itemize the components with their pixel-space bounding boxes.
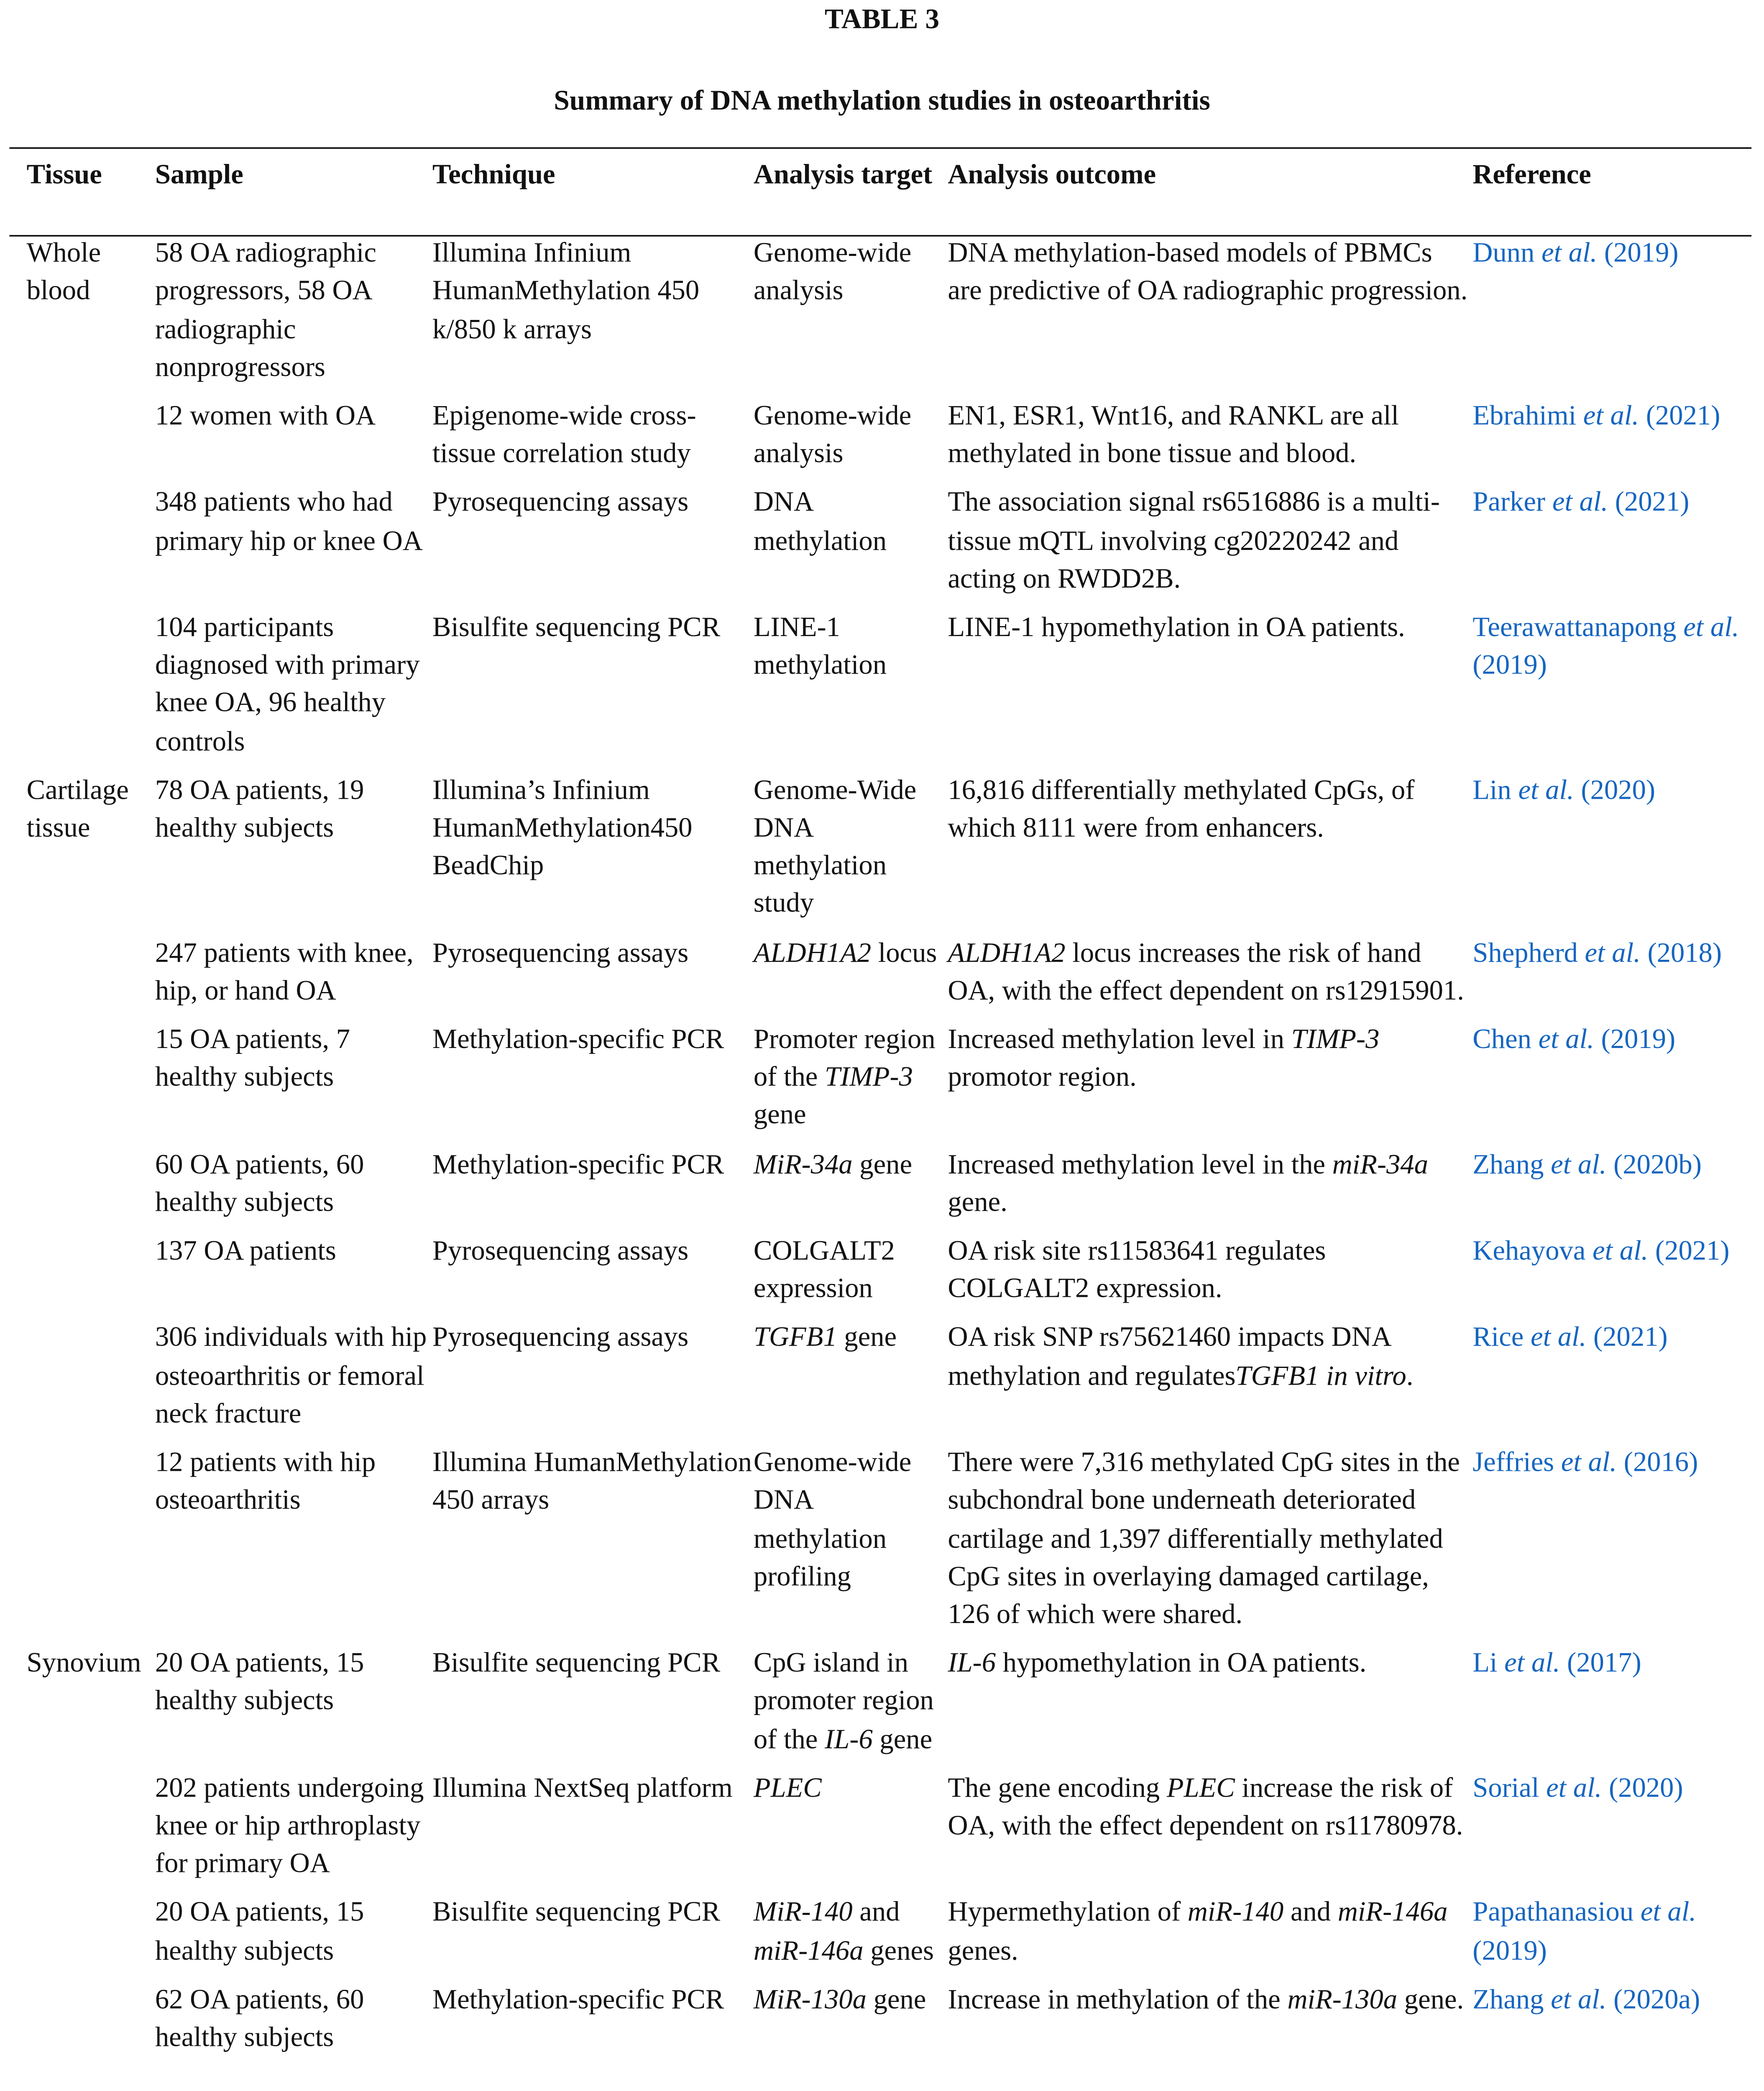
ref-etal: et al. [1538,1023,1594,1055]
cell-reference[interactable] [1473,1437,1751,1637]
cell-tissue: Cartilage tissue [26,773,129,843]
cell-tissue [9,390,155,477]
ref-etal: et al. [1592,1235,1649,1266]
ref-year: (2017) [1567,1646,1641,1678]
header-row [9,149,1751,228]
ref-year: (2019) [1601,1023,1676,1055]
cell-reference[interactable] [1473,1138,1751,1225]
cell-reference[interactable] [1473,390,1751,477]
cell-outcome: Increased methylation level in the miR-34a gene. [948,1148,1429,1217]
cell-reference[interactable] [1473,1637,1751,1762]
cell-tissue [9,602,155,764]
cell-tissue [9,1887,155,1973]
header-analysis-target: Analysis target [753,158,933,190]
ref-author: Kehayova [1473,1235,1586,1266]
cell-reference[interactable] [1473,1312,1751,1437]
cell-target: MiR-34a gene [753,1148,913,1179]
ref-etal: et al. [1583,399,1639,431]
cell-tissue: Synovium [26,1646,141,1678]
ref-etal: et al. [1551,1148,1607,1179]
cell-reference[interactable] [1473,1887,1751,1973]
cell-reference[interactable] [1473,602,1751,764]
table-row [9,1225,1751,1312]
table-row [9,1312,1751,1437]
table-row [9,764,1751,927]
table-row [9,1762,1751,1887]
table-row [9,1637,1751,1762]
ref-year: (2021) [1615,486,1690,518]
ref-year: (2021) [1646,399,1721,431]
ref-author: Teerawattanapong [1473,611,1677,642]
header-sample: Sample [155,158,243,190]
table-row [9,1973,1751,2060]
table-row [9,1014,1751,1138]
cell-sample: 60 OA patients, 60 healthy subjects [155,1148,364,1217]
cell-sample: 58 OA radiographic progressors, 58 OA radiographic nonprogressors [155,237,376,382]
cell-reference[interactable] [1473,1225,1751,1312]
table-row [9,1138,1751,1225]
cell-sample: 202 patients undergoing knee or hip arthroplasty for primary OA [155,1771,424,1879]
cell-sample: 62 OA patients, 60 healthy subjects [155,1983,364,2053]
cell-target: ALDH1A2 locus [753,936,937,968]
ref-author: Shepherd [1473,936,1578,968]
cell-technique: Methylation-specific PCR [432,1023,724,1055]
ref-etal: et al. [1585,936,1641,968]
cell-sample: 12 patients with hip osteoarthritis [155,1446,376,1516]
cell-technique: Methylation-specific PCR [432,1148,724,1179]
cell-outcome: OA risk site rs11583641 regulates COLGALT2 expression. [948,1235,1326,1304]
cell-sample: 137 OA patients [155,1235,336,1266]
ref-etal: et al. [1551,1983,1607,2014]
table-row [9,228,1751,390]
header-tissue: Tissue [26,158,102,190]
ref-author: Sorial [1473,1771,1539,1803]
cell-reference[interactable] [1473,477,1751,601]
ref-author: Jeffries [1473,1446,1554,1478]
cell-tissue [9,1014,155,1138]
cell-tissue [9,1437,155,1637]
cell-outcome: LINE-1 hypomethylation in OA patients. [948,611,1405,642]
table-label: TABLE 3 [824,3,940,35]
cell-target: MiR-130a gene [753,1983,926,2014]
ref-year: (2016) [1623,1446,1698,1478]
cell-tissue: Whole blood [26,237,101,306]
ref-etal: et al. [1561,1446,1617,1478]
ref-author: Zhang [1473,1983,1544,2014]
cell-target: Promoter region of the TIMP-3 gene [753,1023,936,1130]
ref-year: (2019) [1604,237,1679,268]
cell-reference[interactable] [1473,1014,1751,1138]
ref-year: (2018) [1647,936,1722,968]
ref-etal: et al. [1518,773,1574,805]
ref-year: (2020b) [1613,1148,1702,1179]
ref-year: (2019) [1473,649,1547,680]
cell-technique: Pyrosequencing assays [432,1235,689,1266]
ref-author: Chen [1473,1023,1531,1055]
cell-sample: 78 OA patients, 19 healthy subjects [155,773,364,843]
cell-sample: 15 OA patients, 7 healthy subjects [155,1023,350,1092]
table-row [9,927,1751,1014]
table-caption: Summary of DNA methylation studies in osteoarthritis [554,84,1210,116]
cell-outcome: IL-6 hypomethylation in OA patients. [948,1646,1367,1678]
cell-target: COLGALT2 expression [753,1235,895,1304]
header-reference: Reference [1473,158,1591,190]
cell-target: Genome-wide DNA methylation profiling [753,1446,912,1591]
cell-technique: Pyrosequencing assays [432,486,689,518]
cell-sample: 104 participants diagnosed with primary knee OA, 96 healthy controls [155,611,420,756]
cell-reference[interactable] [1473,764,1751,927]
cell-target: MiR-140 and miR-146a genes [753,1896,934,1966]
cell-sample: 247 patients with knee, hip, or hand OA [155,936,414,1006]
cell-sample: 20 OA patients, 15 healthy subjects [155,1896,364,1966]
table-row [9,477,1751,601]
cell-outcome: 16,816 differentially methylated CpGs, of which 8111 were from enhancers. [948,773,1415,843]
cell-reference[interactable] [1473,1762,1751,1887]
header-technique: Technique [432,158,555,190]
cell-tissue [9,477,155,601]
table-row [9,390,1751,477]
cell-target: Genome-Wide DNA methylation study [753,773,917,919]
cell-target: DNA methylation [753,486,887,556]
cell-target: Genome-wide analysis [753,237,912,306]
cell-technique: Pyrosequencing assays [432,936,689,968]
cell-technique: Bisulfite sequencing PCR [432,1646,721,1678]
cell-outcome: The gene encoding PLEC increase the risk of OA, with the effect dependent on rs11780978. [948,1771,1463,1841]
cell-technique: Epigenome-wide cross-tissue correlation study [432,399,696,469]
cell-target: CpG island in promoter region of the IL-6 gene [753,1646,934,1754]
cell-outcome: There were 7,316 methylated CpG sites in the subchondral bone underneath deteriorated cartilage and 1,397 differentially methylated CpG sites in overlaying damaged cartilage, 126 of which were shared. [948,1446,1460,1629]
cell-target: PLEC [753,1771,822,1803]
ref-author: Rice [1473,1321,1524,1353]
cell-sample: 20 OA patients, 15 healthy subjects [155,1646,364,1716]
cell-technique: Pyrosequencing assays [432,1321,689,1353]
cell-technique: Bisulfite sequencing PCR [432,611,721,642]
ref-etal: et al. [1541,237,1598,268]
cell-sample: 306 individuals with hip osteoarthritis or femoral neck fracture [155,1321,427,1429]
cell-tissue [9,1138,155,1225]
ref-author: Zhang [1473,1148,1544,1179]
table-row [9,1887,1751,1973]
cell-target: TGFB1 gene [753,1321,897,1353]
ref-etal: et al. [1546,1771,1602,1803]
cell-target: Genome-wide analysis [753,399,912,469]
cell-outcome: EN1, ESR1, Wnt16, and RANKL are all methylated in bone tissue and blood. [948,399,1399,469]
ref-etal: et al. [1640,1896,1696,1927]
cell-reference[interactable] [1473,927,1751,1014]
cell-outcome: DNA methylation-based models of PBMCs are predictive of OA radiographic progression. [948,237,1468,306]
cell-outcome: The association signal rs6516886 is a multi-tissue mQTL involving cg20220242 and acting on RWDD2B. [948,486,1440,594]
cell-sample: 12 women with OA [155,399,376,431]
cell-technique: Bisulfite sequencing PCR [432,1896,721,1927]
cell-tissue [9,927,155,1014]
cell-target: LINE-1 methylation [753,611,887,680]
cell-sample: 348 patients who had primary hip or knee OA [155,486,423,556]
cell-technique: Illumina HumanMethylation 450 arrays [432,1446,752,1516]
cell-outcome: Increase in methylation of the miR-130a gene. [948,1983,1464,2014]
cell-technique: Methylation-specific PCR [432,1983,724,2014]
ref-etal: et al. [1504,1646,1560,1678]
cell-technique: Illumina Infinium HumanMethylation 450 k/850 k arrays [432,237,700,344]
methylation-studies-table [9,149,1751,2060]
table-row [9,1437,1751,1637]
ref-author: Lin [1473,773,1511,805]
cell-reference[interactable] [1473,1973,1751,2060]
table-row [9,602,1751,764]
ref-author: Parker [1473,486,1546,518]
cell-tissue [9,1762,155,1887]
ref-etal: et al. [1531,1321,1587,1353]
cell-outcome: Hypermethylation of miR-140 and miR-146a genes. [948,1896,1448,1966]
ref-year: (2020) [1581,773,1655,805]
ref-author: Li [1473,1646,1498,1678]
cell-tissue [9,1312,155,1437]
cell-tissue [9,1225,155,1312]
ref-author: Ebrahimi [1473,399,1577,431]
cell-tissue [9,1973,155,2060]
ref-author: Dunn [1473,237,1535,268]
ref-etal: et al. [1683,611,1739,642]
cell-outcome: OA risk SNP rs75621460 impacts DNA methylation and regulatesTGFB1 in vitro. [948,1321,1414,1391]
ref-year: (2021) [1655,1235,1730,1266]
cell-outcome: Increased methylation level in TIMP-3 promotor region. [948,1023,1380,1092]
ref-etal: et al. [1552,486,1608,518]
ref-year: (2021) [1593,1321,1668,1353]
cell-technique: Illumina’s Infinium HumanMethylation450 BeadChip [432,773,693,881]
ref-year: (2020) [1608,1771,1683,1803]
ref-year: (2019) [1473,1934,1547,1966]
cell-technique: Illumina NextSeq platform [432,1771,733,1803]
ref-author: Papathanasiou [1473,1896,1634,1927]
header-analysis-outcome: Analysis outcome [948,158,1156,190]
ref-year: (2020a) [1613,1983,1700,2014]
cell-outcome: ALDH1A2 locus increases the risk of hand OA, with the effect dependent on rs12915901. [948,936,1464,1006]
cell-reference[interactable] [1473,228,1751,390]
